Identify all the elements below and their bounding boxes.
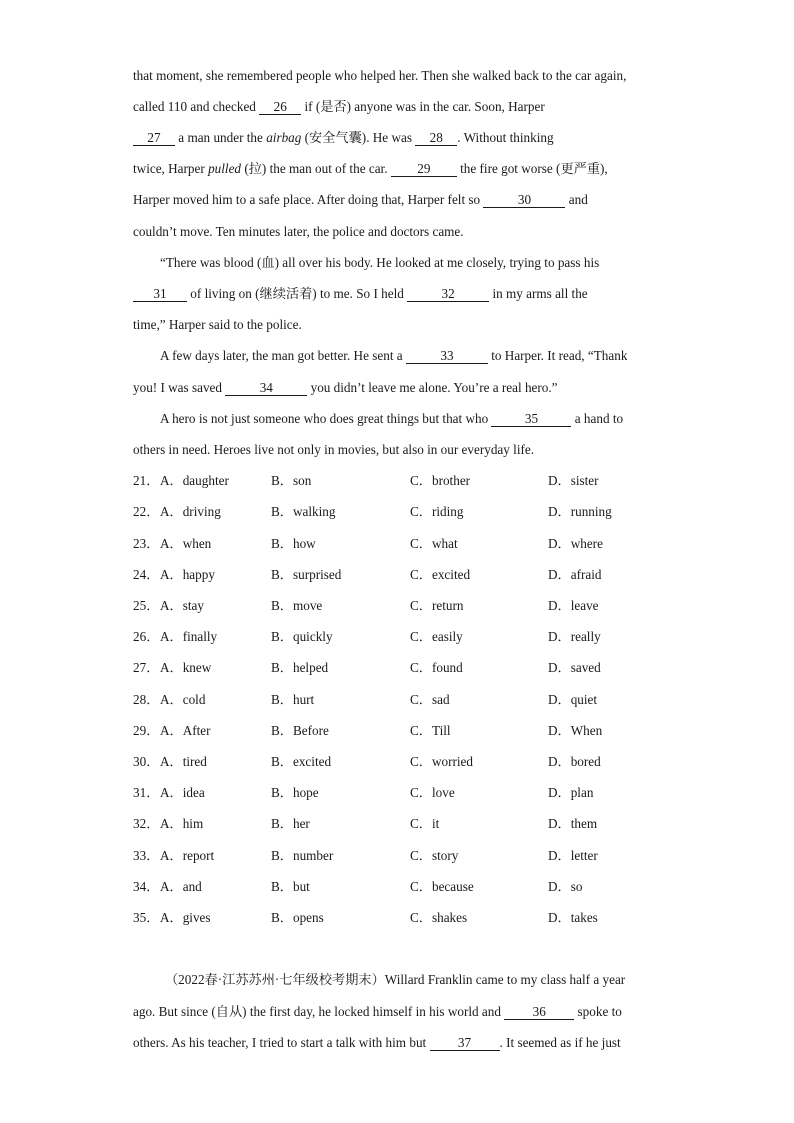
passage-line bbox=[133, 378, 665, 398]
option-a[interactable]: A．knew bbox=[160, 660, 212, 675]
question-row bbox=[133, 658, 693, 678]
option-a[interactable]: A．cold bbox=[160, 692, 206, 707]
question-row bbox=[133, 752, 693, 772]
option-d[interactable]: D．saved bbox=[548, 660, 601, 675]
question-row bbox=[133, 783, 693, 803]
question-number: 32． bbox=[133, 816, 160, 831]
option-d[interactable]: D．running bbox=[548, 504, 612, 519]
blank-26: 26 bbox=[259, 99, 301, 115]
question-row bbox=[133, 721, 693, 741]
blank-32: 32 bbox=[407, 286, 489, 302]
option-b[interactable]: B．quickly bbox=[271, 629, 333, 644]
question-number: 27． bbox=[133, 660, 160, 675]
text-segment: you didn’t leave me alone. You’re a real hero.” bbox=[307, 380, 558, 395]
option-c[interactable]: C．shakes bbox=[410, 910, 468, 925]
text-segment: in my arms all the bbox=[489, 286, 588, 301]
text-segment: (安全气囊). He was bbox=[301, 130, 416, 145]
option-a[interactable]: A．gives bbox=[160, 910, 211, 925]
blank-31: 31 bbox=[133, 286, 187, 302]
option-d[interactable]: D．takes bbox=[548, 910, 598, 925]
option-d[interactable]: D．leave bbox=[548, 598, 599, 613]
question-number: 29． bbox=[133, 723, 160, 738]
text-segment: . It seemed as if he just bbox=[499, 1035, 621, 1050]
question-row bbox=[133, 627, 693, 647]
option-a[interactable]: A．After bbox=[160, 723, 211, 738]
option-c[interactable]: C．sad bbox=[410, 692, 450, 707]
option-a[interactable]: A．and bbox=[160, 879, 202, 894]
blank-27: 27 bbox=[133, 130, 175, 146]
text-segment: time,” Harper said to the police. bbox=[133, 317, 302, 332]
option-b[interactable]: B．her bbox=[271, 816, 310, 831]
option-b[interactable]: B．Before bbox=[271, 723, 329, 738]
option-c[interactable]: C．excited bbox=[410, 567, 471, 582]
option-c[interactable]: C．riding bbox=[410, 504, 464, 519]
option-b[interactable]: B．hurt bbox=[271, 692, 315, 707]
text-segment: to Harper. It read, “Thank bbox=[487, 348, 628, 363]
text-segment: called 110 and checked bbox=[133, 99, 260, 114]
option-c[interactable]: C．Till bbox=[410, 723, 451, 738]
question-number: 22． bbox=[133, 504, 160, 519]
option-c[interactable]: C．it bbox=[410, 816, 440, 831]
question-row bbox=[133, 471, 693, 491]
option-d[interactable]: D．really bbox=[548, 629, 601, 644]
option-d[interactable]: D．afraid bbox=[548, 567, 602, 582]
blank-36: 36 bbox=[504, 1004, 574, 1020]
text-segment: others. As his teacher, I tried to start a talk with him but bbox=[133, 1035, 430, 1050]
option-d[interactable]: D．them bbox=[548, 816, 598, 831]
passage-line bbox=[133, 190, 665, 210]
option-a[interactable]: A．happy bbox=[160, 567, 215, 582]
option-c[interactable]: C．brother bbox=[410, 473, 471, 488]
question-row bbox=[133, 846, 693, 866]
question-row bbox=[133, 690, 693, 710]
text-segment: the fire got worse (更严重), bbox=[456, 161, 608, 176]
text-segment: if (是否) anyone was in the car. Soon, Harper bbox=[301, 99, 545, 114]
blank-34: 34 bbox=[225, 380, 307, 396]
text-segment: a hand to bbox=[571, 411, 624, 426]
option-a[interactable]: A．report bbox=[160, 848, 215, 863]
text-segment: (拉) the man out of the car. bbox=[241, 161, 391, 176]
question-row bbox=[133, 596, 693, 616]
text-segment: Harper moved him to a safe place. After doing that, Harper felt so bbox=[133, 192, 484, 207]
question-row bbox=[133, 814, 693, 834]
text-segment: and bbox=[565, 192, 588, 207]
option-c[interactable]: C．love bbox=[410, 785, 455, 800]
text-segment: a man under the bbox=[175, 130, 267, 145]
passage-line bbox=[133, 222, 665, 242]
passage-line bbox=[133, 315, 665, 335]
question-row bbox=[133, 877, 693, 897]
text-segment: couldn’t move. Ten minutes later, the police and doctors came. bbox=[133, 224, 464, 239]
question-number: 25． bbox=[133, 598, 160, 613]
option-b[interactable]: B．but bbox=[271, 879, 310, 894]
option-b[interactable]: B．surprised bbox=[271, 567, 342, 582]
blank-37: 37 bbox=[430, 1035, 500, 1051]
blank-30: 30 bbox=[483, 192, 565, 208]
text-segment: ago. But since (自从) the first day, he locked himself in his world and bbox=[133, 1004, 505, 1019]
text-segment: A few days later, the man got better. He sent a bbox=[160, 348, 406, 363]
option-b[interactable]: B．walking bbox=[271, 504, 336, 519]
passage-line bbox=[165, 970, 697, 990]
question-number: 33． bbox=[133, 848, 160, 863]
passage-line bbox=[133, 440, 665, 460]
option-b[interactable]: B．number bbox=[271, 848, 334, 863]
option-b[interactable]: B．excited bbox=[271, 754, 332, 769]
text-segment: （2022春·江苏苏州·七年级校考期末）Willard Franklin came to my class half a year bbox=[165, 972, 626, 987]
option-b[interactable]: B．helped bbox=[271, 660, 329, 675]
passage-line bbox=[160, 346, 692, 366]
question-number: 30． bbox=[133, 754, 160, 769]
option-d[interactable]: D．so bbox=[548, 879, 583, 894]
question-number: 35． bbox=[133, 910, 160, 925]
option-c[interactable]: C．because bbox=[410, 879, 474, 894]
question-number: 23． bbox=[133, 536, 160, 551]
option-c[interactable]: C．what bbox=[410, 536, 458, 551]
option-d[interactable]: D．letter bbox=[548, 848, 598, 863]
question-row bbox=[133, 502, 693, 522]
passage-line bbox=[133, 1033, 665, 1053]
blank-33: 33 bbox=[406, 348, 488, 364]
question-number: 24． bbox=[133, 567, 160, 582]
option-a[interactable]: A．stay bbox=[160, 598, 204, 613]
option-d[interactable]: D．plan bbox=[548, 785, 594, 800]
text-segment: that moment, she remembered people who helped her. Then she walked back to the car again, bbox=[133, 68, 627, 83]
option-a[interactable]: A．idea bbox=[160, 785, 205, 800]
question-row bbox=[133, 908, 693, 928]
option-c[interactable]: C．return bbox=[410, 598, 464, 613]
passage-line bbox=[133, 97, 665, 117]
option-d[interactable]: D．where bbox=[548, 536, 603, 551]
option-d[interactable]: D．When bbox=[548, 723, 603, 738]
italic-word: pulled bbox=[208, 161, 242, 176]
option-d[interactable]: D．quiet bbox=[548, 692, 598, 707]
option-b[interactable]: B．move bbox=[271, 598, 323, 613]
option-d[interactable]: D．bored bbox=[548, 754, 601, 769]
text-segment: twice, Harper bbox=[133, 161, 209, 176]
question-row bbox=[133, 565, 693, 585]
italic-word: airbag bbox=[266, 130, 302, 145]
passage-line bbox=[133, 1002, 665, 1022]
option-a[interactable]: A．tired bbox=[160, 754, 207, 769]
text-segment: spoke to bbox=[574, 1004, 622, 1019]
option-c[interactable]: C．found bbox=[410, 660, 463, 675]
option-c[interactable]: C．worried bbox=[410, 754, 473, 769]
passage-line bbox=[133, 159, 665, 179]
question-number: 31． bbox=[133, 785, 160, 800]
question-number: 28． bbox=[133, 692, 160, 707]
option-b[interactable]: B．hope bbox=[271, 785, 319, 800]
text-segment: “There was blood (血) all over his body. He looked at me closely, trying to pass his bbox=[160, 255, 600, 270]
passage-line bbox=[160, 253, 692, 273]
question-number: 26． bbox=[133, 629, 160, 644]
question-number: 34． bbox=[133, 879, 160, 894]
blank-29: 29 bbox=[391, 161, 457, 177]
option-a[interactable]: A．daughter bbox=[160, 473, 229, 488]
option-a[interactable]: A．driving bbox=[160, 504, 221, 519]
option-c[interactable]: C．story bbox=[410, 848, 459, 863]
text-segment: of living on (继续活着) to me. So I held bbox=[187, 286, 408, 301]
passage-line bbox=[133, 128, 665, 148]
blank-28: 28 bbox=[415, 130, 457, 146]
text-segment: others in need. Heroes live not only in movies, but also in our everyday life. bbox=[133, 442, 535, 457]
text-segment: . Without thinking bbox=[457, 130, 554, 145]
passage-line bbox=[160, 409, 692, 429]
option-b[interactable]: B．opens bbox=[271, 910, 324, 925]
option-a[interactable]: A．when bbox=[160, 536, 212, 551]
question-number: 21． bbox=[133, 473, 160, 488]
blank-35: 35 bbox=[491, 411, 571, 427]
option-d[interactable]: D．sister bbox=[548, 473, 599, 488]
option-c[interactable]: C．easily bbox=[410, 629, 463, 644]
passage-line bbox=[133, 284, 665, 304]
text-segment: A hero is not just someone who does great things but that who bbox=[160, 411, 492, 426]
option-a[interactable]: A．finally bbox=[160, 629, 218, 644]
option-a[interactable]: A．him bbox=[160, 816, 204, 831]
question-row bbox=[133, 534, 693, 554]
text-segment: you! I was saved bbox=[133, 380, 226, 395]
option-b[interactable]: B．how bbox=[271, 536, 316, 551]
option-b[interactable]: B．son bbox=[271, 473, 312, 488]
passage-line bbox=[133, 66, 665, 86]
